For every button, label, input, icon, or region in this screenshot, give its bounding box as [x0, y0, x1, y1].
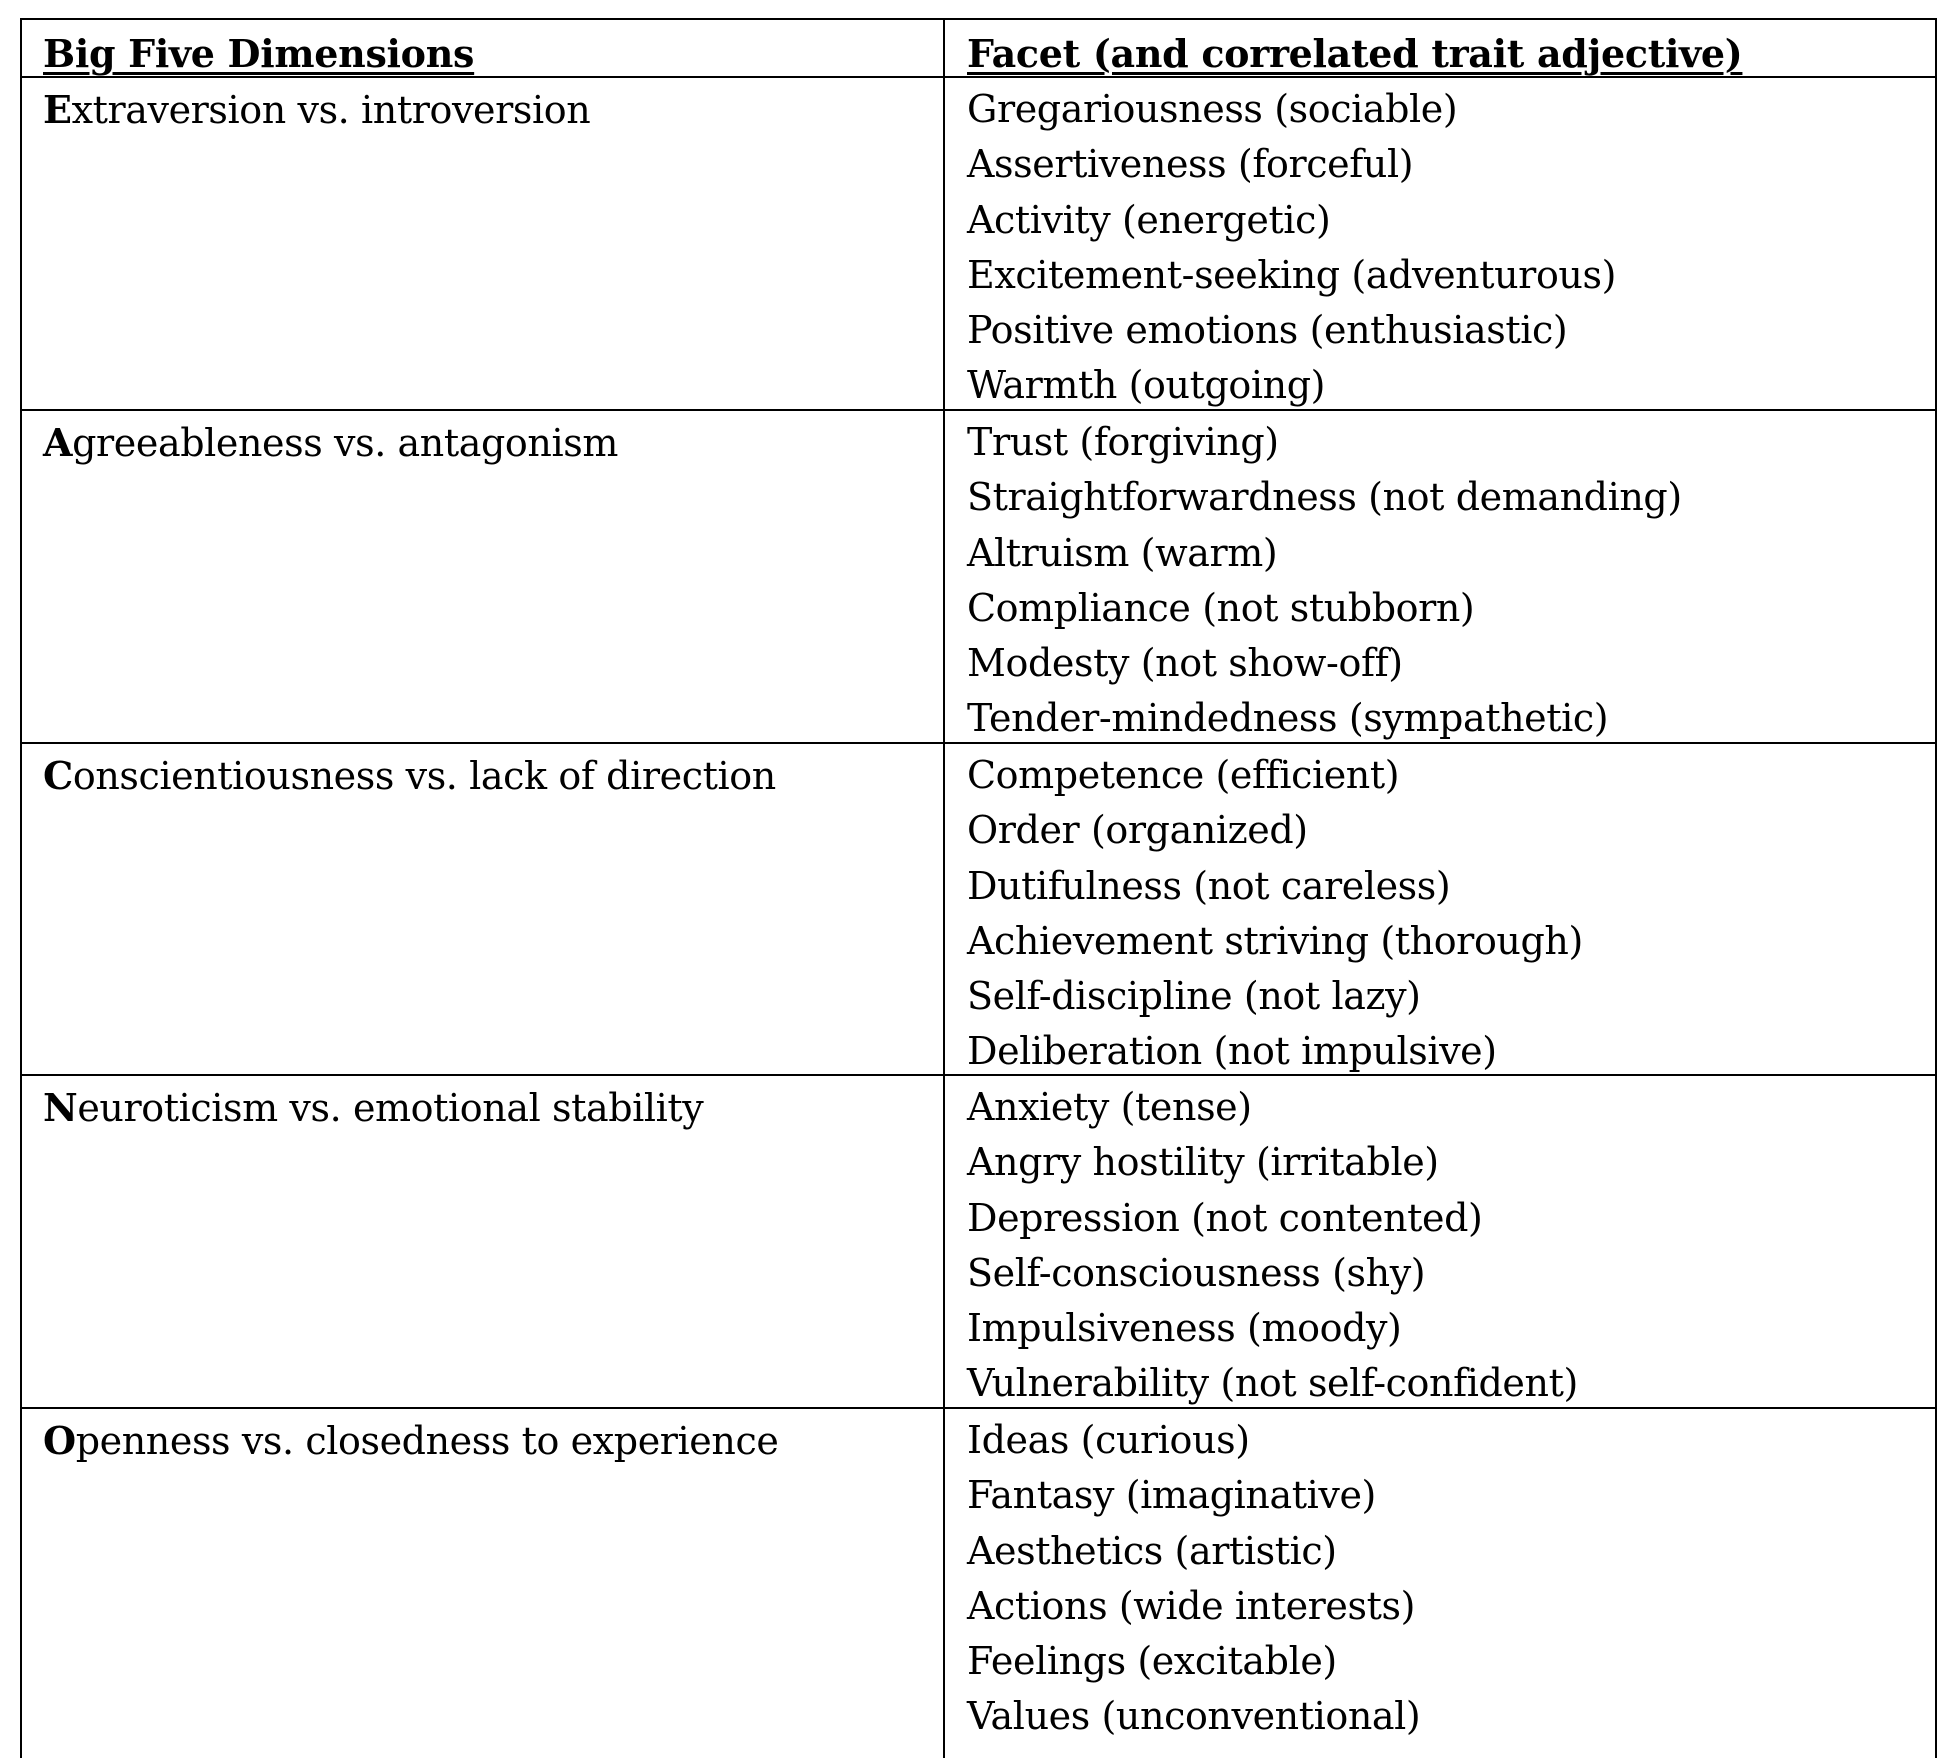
facet-item: Order (organized) — [967, 808, 1308, 853]
facet-item: Excitement-seeking (adventurous) — [967, 252, 1617, 297]
facets-agreeableness — [967, 415, 1927, 747]
header-facets: Facet (and correlated trait adjective) — [967, 31, 1743, 76]
dimension-neuroticism — [43, 1080, 933, 1135]
dimension-initial: E — [43, 87, 72, 132]
facet-item: Vulnerability (not self-confident) — [967, 1361, 1578, 1406]
row-rule — [22, 1074, 1935, 1076]
facet-item: Positive emotions (enthusiastic) — [967, 308, 1568, 353]
facet-item: Ideas (curious) — [967, 1418, 1250, 1462]
dimension-label: greeableness vs. antagonism — [72, 421, 618, 465]
facet-item: Self-consciousness (shy) — [967, 1250, 1426, 1295]
facets-conscientiousness — [967, 748, 1927, 1080]
dimension-initial: C — [43, 753, 73, 798]
facet-item: Fantasy (imaginative) — [967, 1473, 1376, 1518]
big-five-table — [20, 18, 1937, 1758]
dimension-label: xtraversion vs. introversion — [71, 88, 591, 132]
facets-neuroticism — [967, 1080, 1927, 1412]
facet-item: Angry hostility (irritable) — [967, 1140, 1439, 1185]
dimension-extraversion — [43, 82, 933, 137]
column-divider — [943, 20, 945, 1758]
header-rule — [22, 76, 1935, 78]
dimension-initial: A — [43, 420, 73, 465]
facet-item: Deliberation (not impulsive) — [967, 1029, 1497, 1074]
facet-item: Self-discipline (not lazy) — [967, 974, 1421, 1019]
facet-item: Dutifulness (not careless) — [967, 863, 1451, 908]
facets-extraversion — [967, 82, 1927, 414]
facet-item: Aesthetics (artistic) — [967, 1528, 1337, 1573]
dimension-label: euroticism vs. emotional stability — [77, 1086, 704, 1130]
facet-item: Warmth (outgoing) — [967, 363, 1326, 408]
facet-item: Values (unconventional) — [967, 1694, 1421, 1739]
dimension-openness — [43, 1413, 933, 1468]
dimension-initial: O — [43, 1418, 76, 1463]
facet-item: Altruism (warm) — [967, 530, 1278, 575]
dimension-agreeableness — [43, 415, 933, 470]
row-rule — [22, 409, 1935, 411]
facet-item: Activity (energetic) — [967, 197, 1331, 242]
header-dimensions: Big Five Dimensions — [43, 31, 475, 76]
facet-item: Achievement striving (thorough) — [967, 918, 1583, 963]
dimension-conscientiousness — [43, 748, 933, 803]
facet-item: Gregariousness (sociable) — [967, 87, 1458, 131]
row-rule — [22, 742, 1935, 744]
facet-item: Trust (forgiving) — [967, 420, 1279, 464]
facet-item: Anxiety (tense) — [967, 1085, 1252, 1129]
facet-item: Feelings (excitable) — [967, 1639, 1337, 1684]
facet-item: Assertiveness (forceful) — [967, 142, 1414, 187]
facet-item: Tender-mindedness (sympathetic) — [967, 696, 1609, 741]
dimension-label: onscientiousness vs. lack of direction — [72, 754, 776, 798]
row-rule — [22, 1407, 1935, 1409]
facets-openness — [967, 1413, 1927, 1745]
facet-item: Competence (efficient) — [967, 753, 1400, 797]
dimension-initial: N — [43, 1085, 78, 1130]
facet-item: Actions (wide interests) — [967, 1583, 1416, 1628]
dimension-label: penness vs. closedness to experience — [75, 1419, 779, 1463]
facet-item: Compliance (not stubborn) — [967, 585, 1475, 630]
facet-item: Depression (not contented) — [967, 1195, 1483, 1240]
facet-item: Straightforwardness (not demanding) — [967, 475, 1682, 520]
facet-item: Modesty (not show-off) — [967, 641, 1403, 686]
facet-item: Impulsiveness (moody) — [967, 1306, 1402, 1351]
